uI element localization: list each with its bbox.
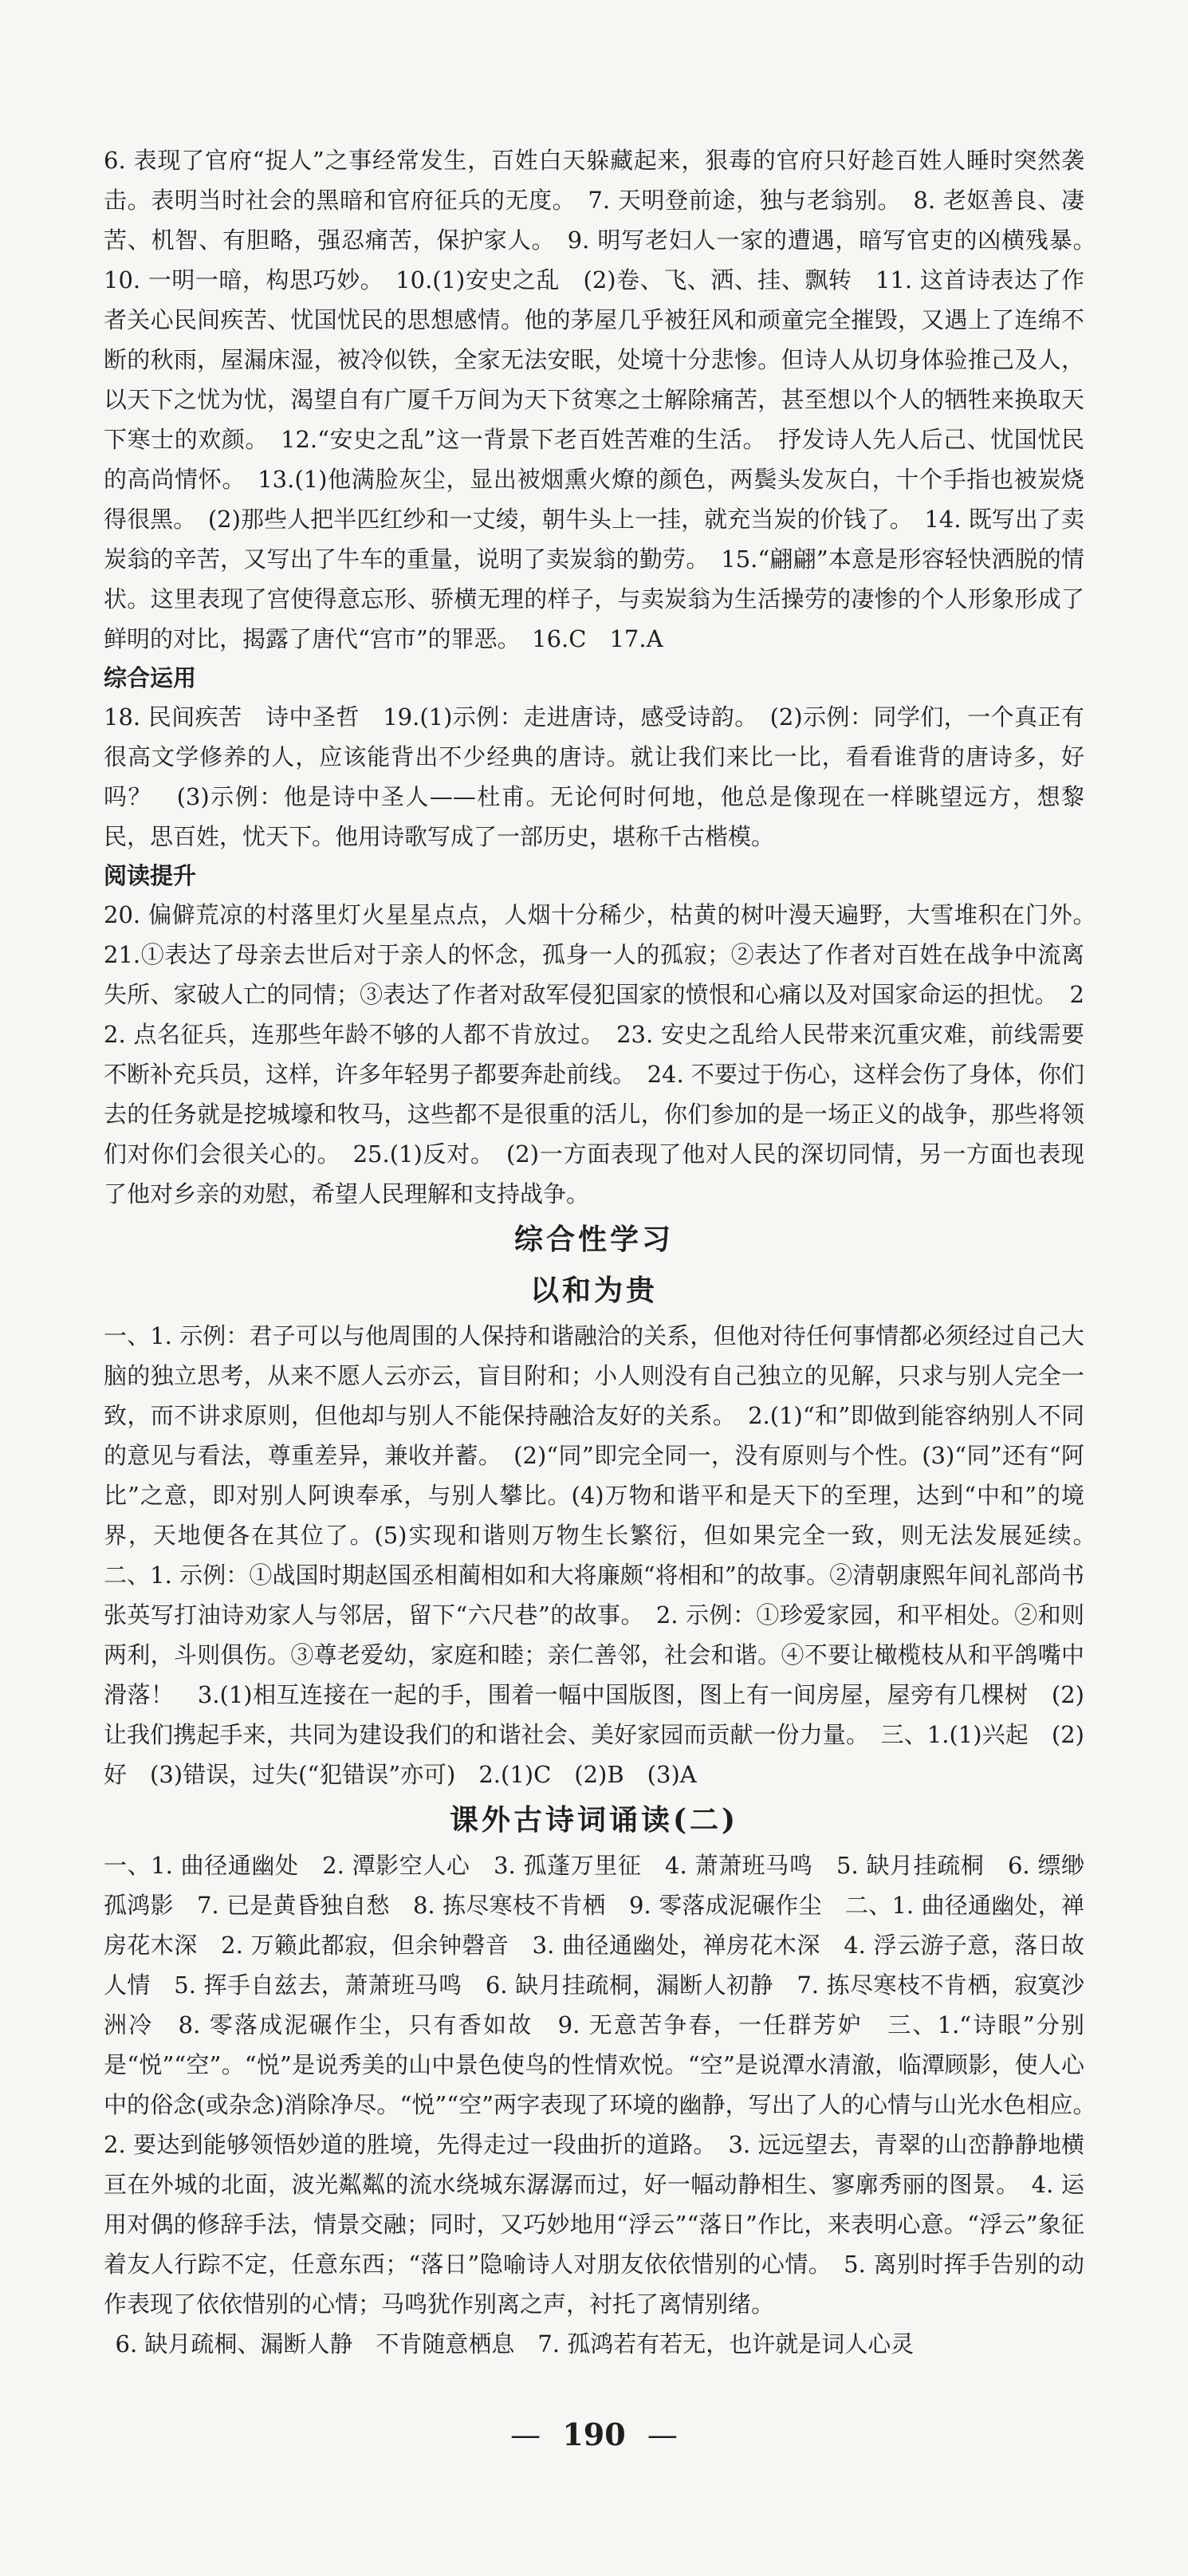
answers-harmony: 一、1. 示例：君子可以与他周围的人保持和谐融洽的关系，但他对待任何事情都必须经过自己大脑的独立思考，从来不愿人云亦云，盲目附和；小人则没有自己独立的见解，只求与别人完全一致，而不讲求原则，但他却与别人不能保持融洽友好的关系。 2.(1)“和”即做到能容纳别人不同的意见与看法，尊重差异，兼收并蓄。 (2)“同”即完全同一，没有原则与个性。(3)“同”还有“阿比”之意，即对别人阿谀奉承，与别人攀比。(4)万物和谐平和是天下的至理，达到“中和”的境界，天地便各在其位了。(5)实现和谐则万物生长繁衍，但如果完全一致，则无法发展延续。 二、1. 示例：①战国时期赵国丞相蔺相如和大将廉颇“将相和”的故事。②清朝康熙年间礼部尚书张英写打油诗劝家人与邻居，留下“六尺巷”的故事。 2. 示例：①珍爱家园，和平相处。②和则两利，斗则俱伤。③尊老爱幼，家庭和睦；亲仁善邻，社会和谐。④不要让橄榄枝从和平鸽嘴中滑落！ 3.(1)相互连接在一起的手，围着一幅中国版图，图上有一间房屋，屋旁有几棵树 (2)让我们携起手来，共同为建设我们的和谐社会、美好家园而贡献一份力量。 三、1.(1)兴起 (2)好 (3)错误，过失(“犯错误”亦可) 2.(1)C (2)B (3)A — [104, 1322, 1108, 1788]
page-footer — [0, 2416, 1188, 2452]
subheading-reading-improvement: 阅读提升 — [104, 862, 197, 889]
answers-extracurricular-poems: 一、1. 曲径通幽处 2. 潭影空人心 3. 孤蓬万里征 4. 萧萧班马鸣 5. 缺月挂疏桐 6. 缥缈孤鸿影 7. 已是黄昏独自愁 8. 拣尽寒枝不肯栖 9. 零落成泥碾作尘 二、1. 曲径通幽处，禅房花木深 2. 万籁此都寂，但余钟磬音 3. 曲径通幽处，禅房花木深 4. 浮云游子意，落日故人情 5. 挥手自兹去，萧萧班马鸣 6. 缺月挂疏桐，漏断人初静 7. 拣尽寒枝不肯栖，寂寞沙洲冷 8. 零落成泥碾作尘，只有香如故 9. 无意苦争春，一任群芳妒 三、1.“诗眼”分别是“悦”“空”。“悦”是说秀美的山中景色使鸟的性情欢悦。“空”是说潭水清澈，临潭顾影，使人心中的俗念(或杂念)消除净尽。“悦”“空”两字表现了环境的幽静，写出了人的心情与山光水色相应。 2. 要达到能够领悟妙道的胜境，先得走过一段曲折的道路。 3. 远远望去，青翠的山峦静静地横亘在外城的北面，波光粼粼的流水绕城东潺潺而过，好一幅动静相生、寥廓秀丽的图景。 4. 运用对偶的修辞手法，情景交融；同时，又巧妙地用“浮云”“落日”作比，来表明心意。“浮云”象征着友人行踪不定，任意东西；“落日”隐喻诗人对朋友依依惜别的心情。 5. 离别时挥手告别的动作表现了依依惜别的心情；马鸣犹作别离之声，衬托了离情别绪。 — [104, 1852, 1108, 2318]
subheading-comprehensive-use: 综合运用 — [104, 664, 197, 691]
answers-comprehensive-use: 18. 民间疾苦 诗中圣哲 19.(1)示例：走进唐诗，感受诗韵。 (2)示例：同学们，一个真正有很高文学修养的人，应该能背出不少经典的唐诗。就让我们来比一比，看看谁背的唐诗多，好吗？ (3)示例：他是诗中圣人——杜甫。无论何时何地，他总是像现在一样眺望远方，想黎民，思百姓，忧天下。他用诗歌写成了一部历史，堪称千古楷模。 — [104, 703, 1084, 850]
heading-extracurricular-poems: 课外古诗词诵读(二) — [449, 1803, 739, 1837]
heading-comprehensive-learning: 综合性学习 — [513, 1223, 674, 1256]
footer-dash-left: — — [510, 2417, 541, 2452]
page-number: 190 — [562, 2416, 626, 2452]
answers-poems-section: 6. 表现了官府“捉人”之事经常发生，百姓白天躲藏起来，狠毒的官府只好趁百姓人睡时突然袭击。表明当时社会的黑暗和官府征兵的无度。 7. 天明登前途，独与老翁别。 8. 老妪善良、凄苦、机智、有胆略，强忍痛苦，保护家人。 9. 明写老妇人一家的遭遇，暗写官吏的凶横残暴。 10. 一明一暗，构思巧妙。 10.(1)安史之乱 (2)卷、飞、洒、挂、飘转 11. 这首诗表达了作者关心民间疾苦、忧国忧民的思想感情。他的茅屋几乎被狂风和顽童完全摧毁，又遇上了连绵不断的秋雨，屋漏床湿，被冷似铁，全家无法安眠，处境十分悲惨。但诗人从切身体验推己及人，以天下之忧为忧，渴望自有广厦千万间为天下贫寒之士解除痛苦，甚至想以个人的牺牲来换取天下寒士的欢颜。 12.“安史之乱”这一背景下老百姓苦难的生活。 抒发诗人先人后己、忧国忧民的高尚情怀。 13.(1)他满脸灰尘，显出被烟熏火燎的颜色，两鬓头发灰白，十个手指也被炭烧得很黑。 (2)那些人把半匹红纱和一丈绫，朝牛头上一挂，就充当炭的价钱了。 14. 既写出了卖炭翁的辛苦，又写出了牛车的重量，说明了卖炭翁的勤劳。 15.“翩翩”本意是形容轻快洒脱的情状。这里表现了宫使得意忘形、骄横无理的样子，与卖炭翁为生活操劳的凄惨的个人形象形成了鲜明的对比，揭露了唐代“宫市”的罪恶。 16.C 17.A — [104, 147, 1108, 652]
heading-harmony: 以和为贵 — [529, 1274, 658, 1307]
footer-dash-right: — — [647, 2417, 678, 2452]
answers-reading-improvement: 20. 偏僻荒凉的村落里灯火星星点点，人烟十分稀少，枯黄的树叶漫天遍野，大雪堆积在门外。 21.①表达了母亲去世后对于亲人的怀念，孤身一人的孤寂；②表达了作者对百姓在战争中流离失所、家破人亡的同情；③表达了作者对敌军侵犯国家的愤恨和心痛以及对国家命运的担忧。 22. 点名征兵，连那些年龄不够的人都不肯放过。 23. 安史之乱给人民带来沉重灾难，前线需要不断补充兵员，这样，许多年轻男子都要奔赴前线。 24. 不要过于伤心，这样会伤了身体，你们去的任务就是挖城壕和牧马，这些都不是很重的活儿，你们参加的是一场正义的战争，那些将领们对你们会很关心的。 25.(1)反对。 (2)一方面表现了他对人民的深切同情，另一方面也表现了他对乡亲的劝慰，希望人民理解和支持战争。 — [104, 901, 1108, 1207]
answers-continued-line: 6. 缺月疏桐、漏断人静 不肯随意栖息 7. 孤鸿若有若无，也许就是词人心灵 — [115, 2330, 915, 2357]
